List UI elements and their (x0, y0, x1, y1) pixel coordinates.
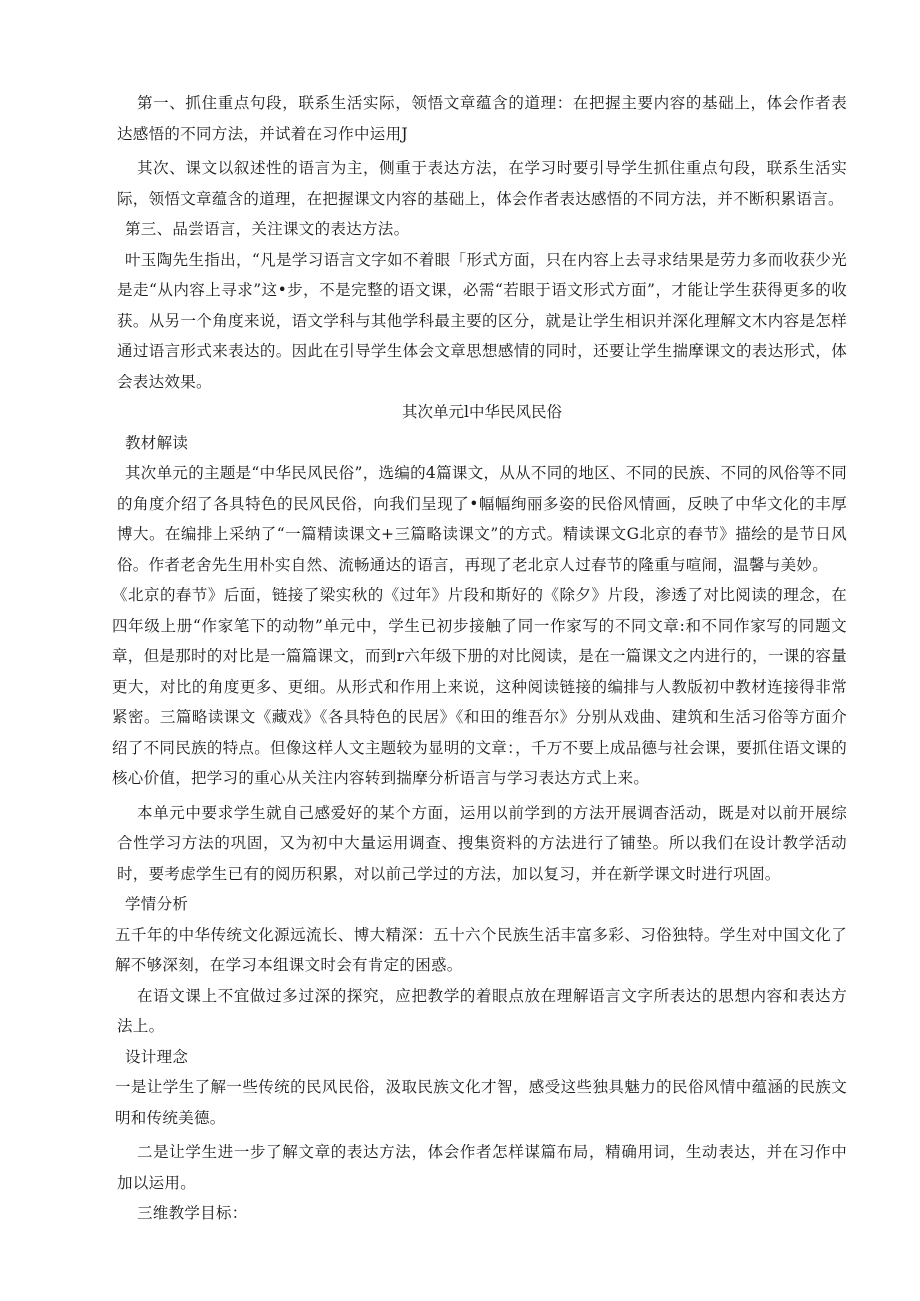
paragraph-teaching-focus: 在语文课上不宜做过多过深的探究，应把教学的着眼点放在理解语言文字所表达的思想内容和表达方法上。 (117, 986, 847, 1035)
paragraph-comparison-reading: 《北京的春节》后面，链接了梁实秋的《过年》片段和斯好的《除夕》片段，渗透了对比阅读的理念，在四年级上册“作家笔下的动物”单元中，学生已初步接触了同一作家写的不同文章:和不同作家写的同题文章，但是那时的对比是一篇篇课文，而到r六年级下册的对比阅读，是在一篇课文之内进行的，一课的容量更大，对比的角度更多、更细。从形式和作用上来说，这种阅读链接的编排与人教版初中教材连接得非常紧密。三篇略读课文《藏戏》《各具特色的民居》《和田的维吾尔》分别从戏曲、建筑和生活习俗等方面介绍了不同民族的特点。但像这样人文主题较为显明的文章：，千万不要上成品德与社会课，要抓住语文课的核心价值，把学习的重心从关注内容转到揣摩分析语言与学习表达方式上来。 (112, 586, 847, 787)
paragraph-survey-activity: 本单元中要求学生就自己感爱好的某个方面，运用以前学到的方法开展调杳活动，既是对以前开展综合性学习方法的巩固，又为初中大量运用调查、搜集资料的方法进行了铺垫。所以我们在设计教学活动时，要考虑学生已有的阅历积累，对以前己学过的方法，加以复习，并在新学课文时进行巩固。 (117, 803, 847, 883)
paragraph-idea-two: 二是让学生进一步了解文章的表达方法，体会作者怎样谋篇布局，精确用词，生动表达，并在习作中加以运用。 (117, 1143, 847, 1192)
section-title-textbook: 教材解读 (125, 433, 189, 452)
paragraph-first-point: 第一、抓住重点句段，联系生活实际，领悟文章蕴含的道理：在把握主要内容的基础上，体会作者表达感悟的不同方法，并试着在习作中运用J (117, 94, 847, 143)
paragraph-idea-one: 一是让学生了解一些传统的民风民俗，汲取民族文化才智，感受这些独具魅力的民俗风情中蕴涵的民族文明和传统美德。 (115, 1078, 847, 1127)
document-page (112, 88, 847, 1229)
paragraph-third-point: 第三、品尝语言，关注课文的表达方法。 (125, 220, 410, 238)
section-title-design: 设计理念 (125, 1047, 189, 1066)
paragraph-second-point: 其次、课文以叙述性的语言为主，侧重于表达方法，在学习时要引导学生抓住重点句段，联系生活实际，领悟文章蕴含的道理，在把握课文内容的基础上，体会作者表达感悟的不同方法，并不断积累语言。 (117, 159, 847, 208)
section-title-objectives: 三维教学目标： (137, 1204, 248, 1222)
unit-heading: 其次单元l中华民风民俗 (402, 403, 562, 421)
paragraph-culture: 五千年的中华传统文化源远流长、博大精深：五十六个民族生活丰富多彩、习俗独特。学生对中国文化了解不够深刻，在学习本组课文时会有肯定的困惑。 (115, 925, 847, 974)
paragraph-unit-theme: 其次单元的主题是“中华民风民俗”，选编的4篇课文，从从不同的地区、不同的民族、不同的风俗等不同的角度介绍了各具特色的民风民俗，向我们呈现了•幅幅绚丽多姿的民俗风情画，反映了中华文化的丰厚博大。在编排上采纳了“一篇精读课文+三篇略读课文”的方式。精读课文G北京的春节》描绘的是节日风俗。作者老舍先生用朴实自然、流畅通达的语言，再现了老北京人过春节的隆重与喧闹，温馨与美妙。 (117, 464, 847, 574)
section-title-learning: 学情分析 (125, 895, 189, 913)
paragraph-quote: 叶玉陶先生指出，“凡是学习语言文字如不着眼「形式方面，只在内容上去寻求结果是劳力多而收获少光是走“从内容上寻求”这•步，不是完整的语文课，必需“若眼于语文形式方面”，才能让学生获得更多的收获。从另一个角度来说，语文学科与其他学科最主要的区分，就是让学生相识并深化理解文木内容是怎样通过语言形式来表达的。因此在引导学生体会文章思想感情的同时，还要让学生揣摩课文的表达形式，体会表达效果。 (117, 250, 847, 391)
